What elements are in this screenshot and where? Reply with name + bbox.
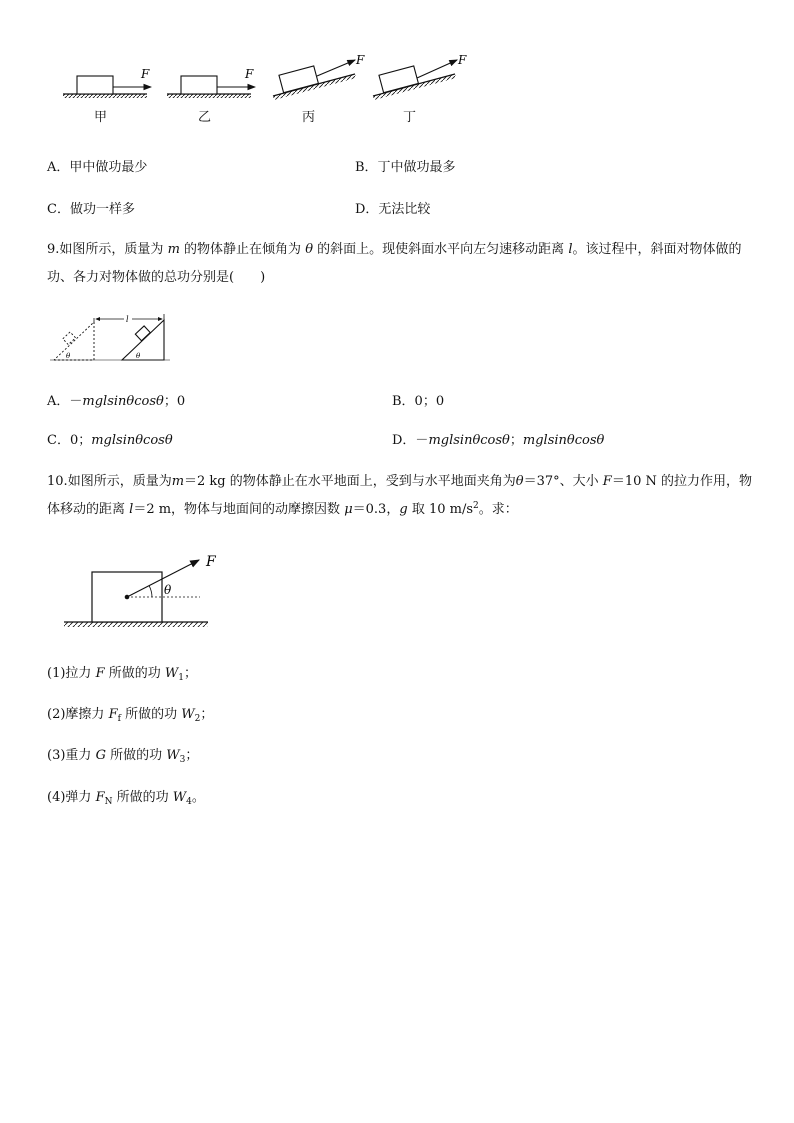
q10-part-2: (2)摩擦力 $F_f$ 所做的功 $W_2$；	[47, 707, 214, 724]
figure-name-ding: 丁	[403, 110, 417, 125]
q9-figure-incline	[50, 312, 175, 364]
q10-part-4: (4)弹力 $F_N$ 所做的功 $W_4$。	[47, 790, 205, 807]
q10-figure-block	[60, 550, 225, 632]
q9-option-b[interactable]: B．0；0	[392, 394, 445, 409]
q9-theta-solid: θ	[136, 352, 141, 360]
q10-force-label: F	[206, 554, 216, 570]
q8-option-b[interactable]: B．丁中做功最多	[355, 160, 456, 175]
q9-distance-label: l	[126, 315, 129, 324]
figure-name-yi: 乙	[198, 110, 212, 125]
force-label-ding: F	[458, 53, 467, 67]
force-label-bing: F	[356, 53, 365, 67]
figure-name-bing: 丙	[302, 110, 316, 125]
q10-part-1: (1)拉力 F 所做的功 $W_1$；	[47, 666, 197, 683]
figure-ding	[373, 53, 467, 100]
force-label-jia: F	[141, 67, 150, 81]
q9-number: 9.	[47, 242, 60, 257]
figure-yi	[167, 67, 255, 98]
q10-part-3: (3)重力 G 所做的功 $W_3$；	[47, 748, 199, 765]
q9-option-c[interactable]: C．0；mglsinθcosθ	[47, 433, 173, 448]
q9-stem: 9.如图所示，质量为 m 的物体静止在倾角为 θ 的斜面上。现使斜面水平向左匀速移动距离 l。该过程中，斜面对物体做的功、各力对物体做的总功分别是( )	[47, 242, 742, 285]
q8-option-d[interactable]: D．无法比较	[355, 202, 431, 217]
figure-name-jia: 甲	[94, 110, 108, 125]
q8-option-c[interactable]: C．做功一样多	[47, 202, 135, 217]
q10-angle-label: θ	[164, 583, 172, 597]
q9-option-a[interactable]: A．－mglsinθcosθ；0	[47, 394, 186, 409]
q9-theta-dashed: θ	[66, 352, 71, 360]
force-label-yi: F	[245, 67, 254, 81]
figure-jia	[63, 67, 151, 98]
q8-figure-diagram	[55, 52, 485, 104]
q10-stem: 10.如图所示，质量为m＝2 kg 的物体静止在水平地面上，受到与水平地面夹角为θ＝37°、大小 F＝10 N 的拉力作用，物体移动的距离 l＝2 m，物体与地面间的动摩擦因数 μ＝0.3，g 取 10 $m/s^2$。求：	[47, 474, 753, 517]
figure-bing	[273, 53, 365, 100]
q9-option-d[interactable]: D．－mglsinθcosθ；mglsinθcosθ	[392, 433, 605, 448]
q8-option-a[interactable]: A．甲中做功最少	[47, 160, 148, 175]
q10-number: 10.	[47, 474, 68, 489]
